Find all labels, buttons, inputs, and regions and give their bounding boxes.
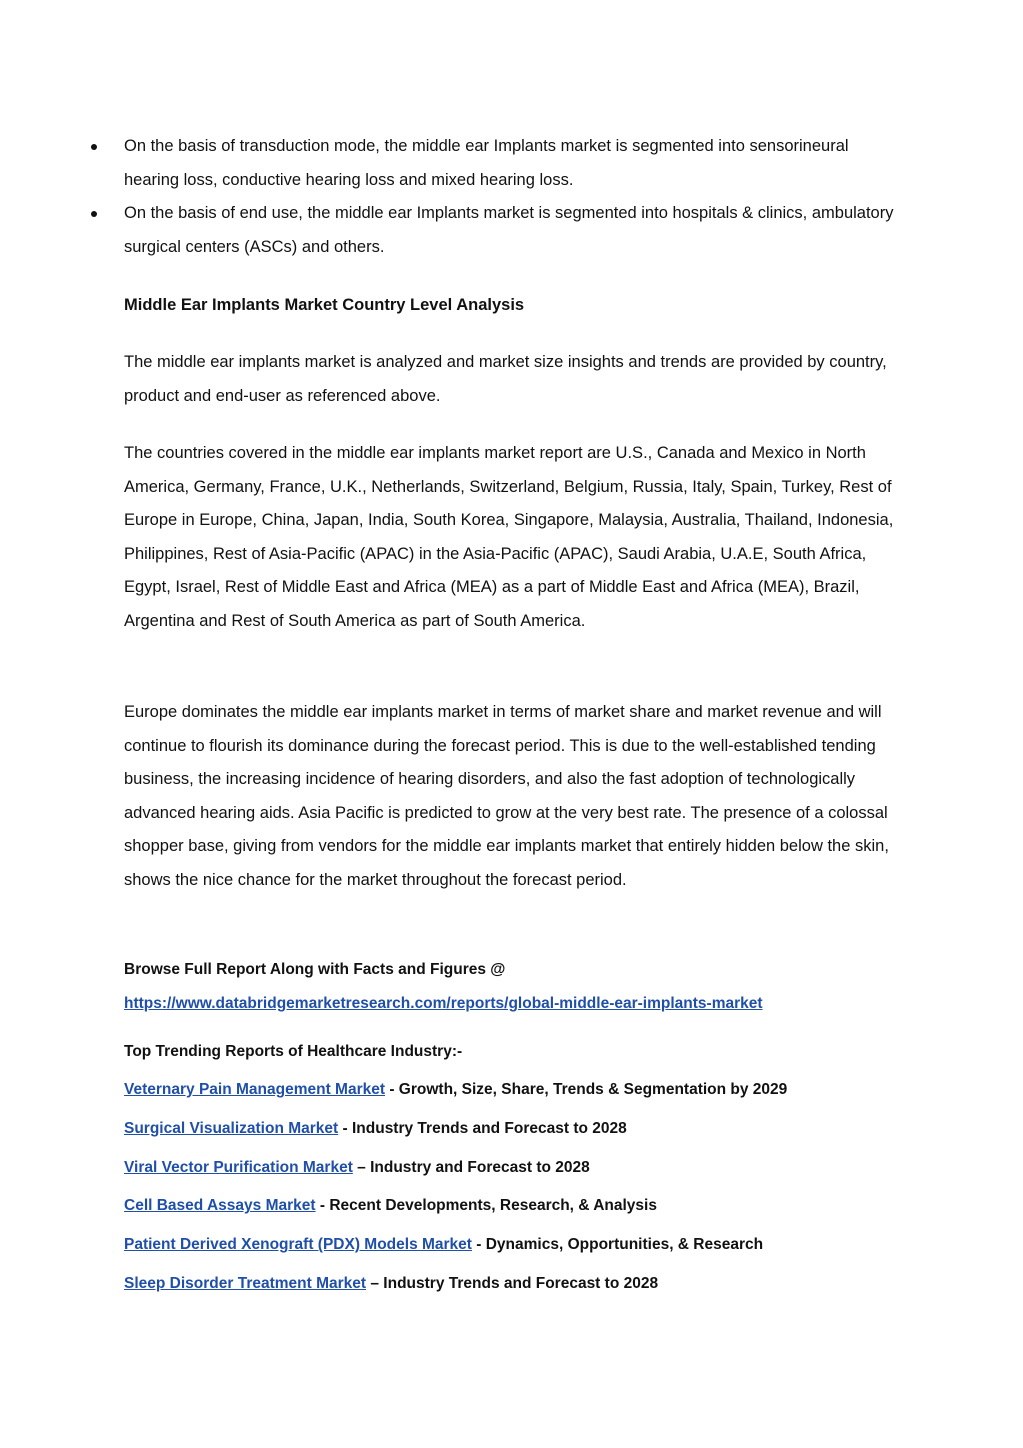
paragraph-europe-dominance: Europe dominates the middle ear implants market in terms of market share and market revenue and will continue to flourish its dominance during the forecast period. This is due to the well-established tending business, the increasing incidence of hearing disorders, and also the fast adoption of technologically advanced hearing aids. Asia Pacific is predicted to grow at the very best rate. The presence of a colossal shopper base, giving from vendors for the middle ear implants market that entirely hidden below the skin, shows the nice chance for the market throughout the forecast period. — [124, 703, 889, 889]
bullet-item-end-use — [0, 197, 904, 264]
report-link-surgical-visualization[interactable]: Surgical Visualization Market — [124, 1119, 339, 1137]
report-description: - Dynamics, Opportunities, & Research — [471, 1236, 764, 1254]
bullet-text: On the basis of transduction mode, the middle ear Implants market is segmented into sensorineural hearing loss, conductive hearing loss and mixed hearing loss. — [124, 137, 849, 189]
list-item — [124, 1232, 787, 1271]
report-description: - Growth, Size, Share, Trends & Segmentation by 2029 — [385, 1081, 788, 1098]
list-item — [124, 1271, 787, 1310]
full-report-link[interactable]: https://www.databridgemarketresearch.com/reports/global-middle-ear-implants-market — [124, 995, 763, 1012]
report-link-sleep-disorder[interactable]: Sleep Disorder Treatment Market — [124, 1274, 367, 1292]
list-item — [124, 1155, 787, 1194]
browse-report-label: Browse Full Report Along with Facts and Figures @ — [124, 961, 506, 978]
list-item — [124, 1116, 787, 1155]
trending-report-list — [124, 1077, 787, 1310]
bullet-dot-icon — [91, 144, 97, 150]
segment-bullet-list — [0, 130, 1023, 264]
report-link-cell-based-assays[interactable]: Cell Based Assays Market — [124, 1197, 316, 1215]
report-link-veternary-pain[interactable]: Veternary Pain Management Market — [124, 1081, 386, 1098]
bullet-text: On the basis of end use, the middle ear Implants market is segmented into hospitals & clinics, ambulatory surgical centers (ASCs) and others. — [124, 204, 894, 256]
bullet-dot-icon — [91, 211, 97, 217]
paragraph-market-analysis: The middle ear implants market is analyzed and market size insights and trends are provided by country, product and end-user as referenced above. — [124, 353, 887, 405]
section-heading: Middle Ear Implants Market Country Level Analysis — [124, 296, 525, 314]
report-description: – Industry and Forecast to 2028 — [352, 1158, 590, 1176]
report-link-viral-vector[interactable]: Viral Vector Purification Market — [124, 1158, 353, 1176]
report-description: - Industry Trends and Forecast to 2028 — [338, 1119, 627, 1137]
bullet-item-transduction-mode — [0, 130, 904, 197]
paragraph-countries-covered: The countries covered in the middle ear implants market report are U.S., Canada and Mexico in North America, Germany, France, U.K., Netherlands, Switzerland, Belgium, Russia, Italy, Spain, Turkey, Rest of Europe in Europe, China, Japan, India, South Korea, Singapore, Malaysia, Australia, Thailand, Indonesia, Philippines, Rest of Asia-Pacific (APAC) in the Asia-Pacific (APAC), Saudi Arabia, U.A.E, South Africa, Egypt, Israel, Rest of Middle East and Africa (MEA) as a part of Middle East and Africa (MEA), Brazil, Argentina and Rest of South America as part of South America. — [124, 444, 894, 630]
report-link-pdx-models[interactable]: Patient Derived Xenograft (PDX) Models Market — [124, 1236, 472, 1254]
trending-reports-title: Top Trending Reports of Healthcare Industry:- — [124, 1043, 463, 1060]
report-description: - Recent Developments, Research, & Analysis — [315, 1197, 657, 1215]
list-item — [124, 1193, 787, 1232]
report-description: – Industry Trends and Forecast to 2028 — [366, 1274, 659, 1292]
list-item — [124, 1077, 787, 1116]
